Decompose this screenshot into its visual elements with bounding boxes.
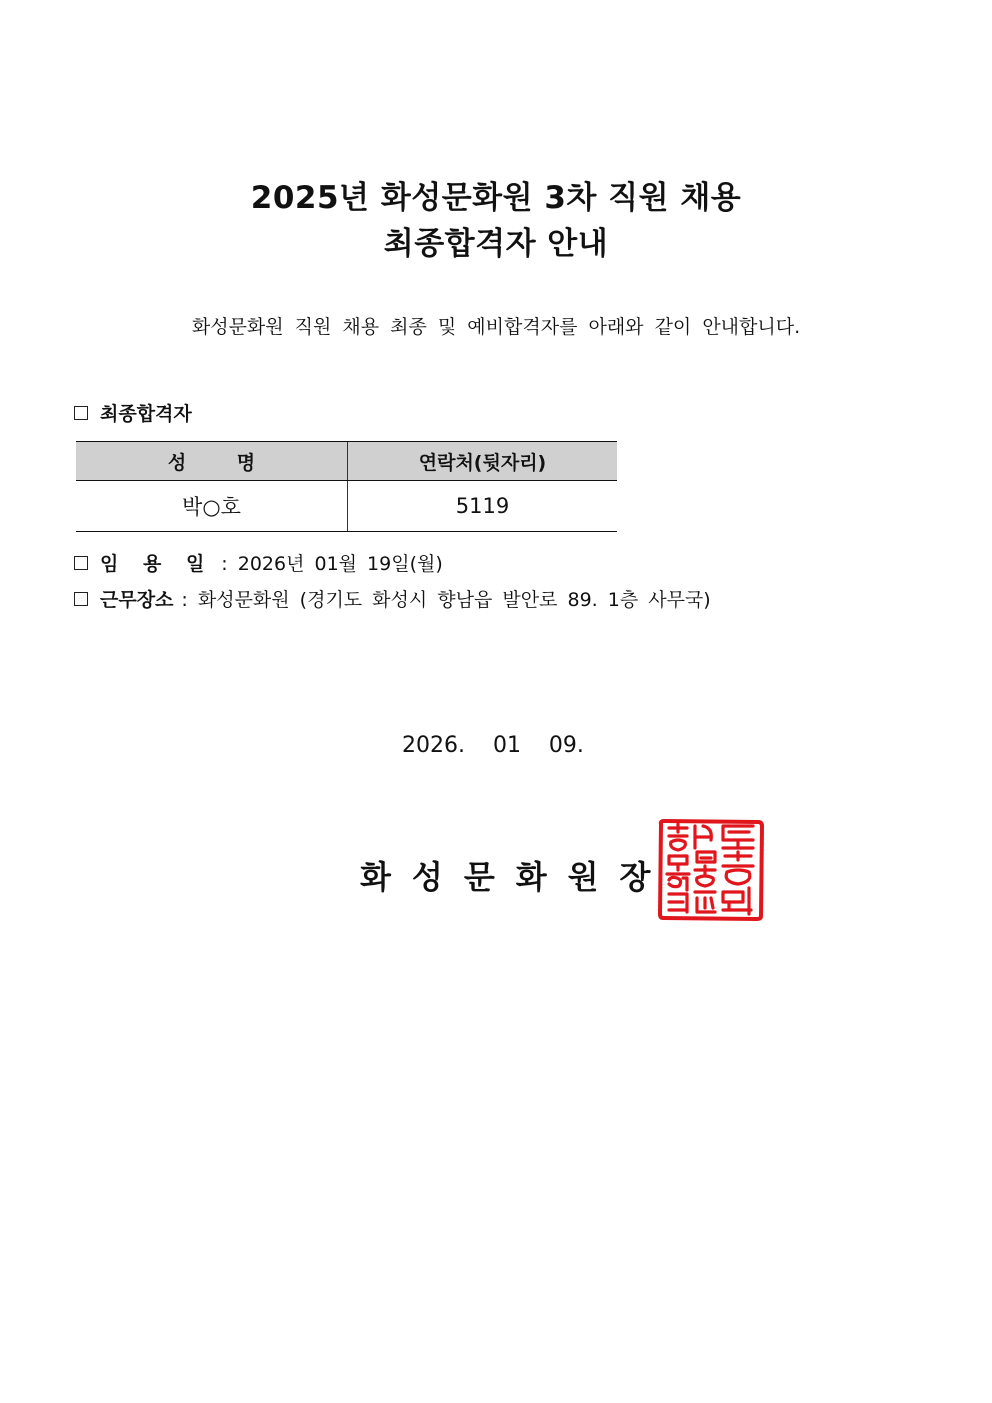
table-row xyxy=(76,481,617,532)
intro-text: 화성문화원 직원 채용 최종 및 예비합격자를 아래와 같이 안내합니다. xyxy=(191,316,801,338)
appointment-label: 임 용 일 xyxy=(100,553,214,575)
official-seal-icon xyxy=(657,818,765,922)
section-title: 최종합격자 xyxy=(100,403,192,425)
table-header-row xyxy=(76,442,617,481)
header-contact: 연락처(뒷자리) xyxy=(348,442,618,481)
workplace-value: : 화성문화원 (경기도 화성시 향남읍 발안로 89. 1층 사무국) xyxy=(181,589,711,611)
header-name: 성 명 xyxy=(76,442,348,481)
section-final-passers xyxy=(74,399,192,426)
appointment-date-line xyxy=(74,549,443,576)
document-subtitle: 최종합격자 안내 xyxy=(383,226,609,262)
document-title: 2025년 화성문화원 3차 직원 채용 xyxy=(250,180,742,216)
issue-date: 2026. 01 09. xyxy=(402,733,584,758)
workplace-label: 근무장소 xyxy=(100,589,174,611)
checkbox-icon xyxy=(74,406,88,420)
issuer-name: 화성문화원장 xyxy=(360,858,672,896)
checkbox-icon xyxy=(74,592,88,606)
appointment-value: : 2026년 01월 19일(월) xyxy=(221,553,443,575)
cell-contact: 5119 xyxy=(348,481,618,532)
cell-name: 박○호 xyxy=(76,481,348,532)
workplace-line xyxy=(74,585,711,612)
checkbox-icon xyxy=(74,556,88,570)
result-table xyxy=(76,441,617,532)
